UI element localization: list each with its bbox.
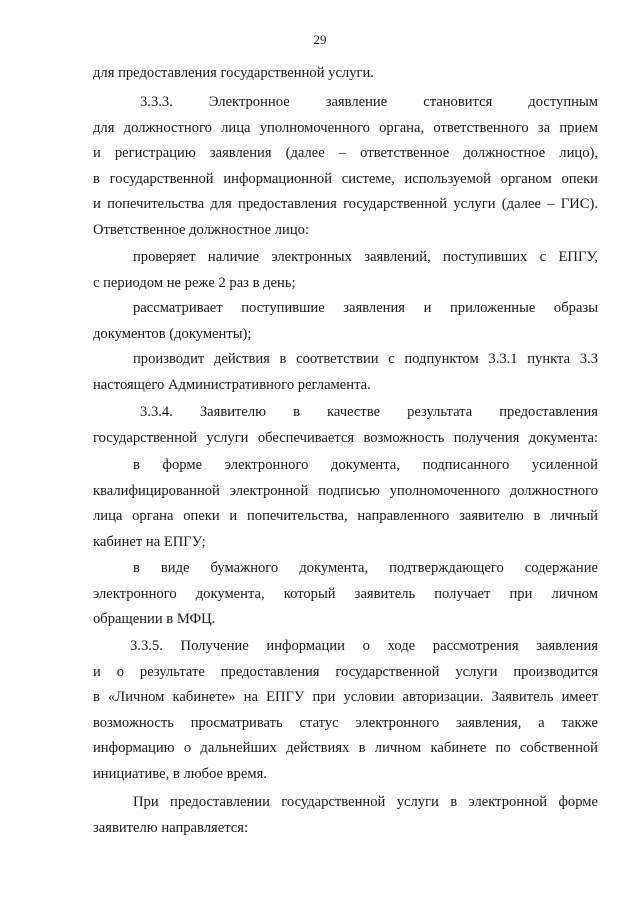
text-line: инициативе, в любое время. xyxy=(93,765,267,782)
text-line: кабинет на ЕПГУ; xyxy=(93,533,206,550)
text-line: 3.3.3. Электронное заявление становится доступным xyxy=(140,94,598,110)
page-number: 29 xyxy=(313,32,327,47)
paragraph-3-3-4 xyxy=(93,400,598,451)
text-line: лица органа опеки и попечительства, направленного заявителю в личный xyxy=(93,508,598,525)
text-line: и регистрацию заявления (далее – ответственное должностное лицо), xyxy=(93,145,598,162)
text-line: и о результате предоставления государственной услуги производится xyxy=(93,663,598,680)
text-line: документов (документы); xyxy=(93,325,252,342)
text-line: рассматривает поступившие заявления и приложенные образы xyxy=(133,300,598,316)
paragraph-electronic-document xyxy=(93,453,598,555)
paragraph-electronic-form xyxy=(93,790,598,841)
text-line: с периодом не реже 2 раз в день; xyxy=(93,274,296,291)
text-line: возможность просматривать статус электронного заявления, а также xyxy=(93,714,598,731)
text-line: для должностного лица уполномоченного органа, ответственного за прием xyxy=(93,119,598,136)
text-line: информацию о дальнейших действиях в личном кабинете по собственной xyxy=(93,740,598,757)
text-line: электронного документа, который заявитель получает при личном xyxy=(93,585,598,602)
text-line: квалифицированной электронной подписью уполномоченного должностного xyxy=(93,482,598,499)
text-line: Ответственное должностное лицо: xyxy=(93,221,309,238)
text-line: настоящего Административного регламента. xyxy=(93,376,371,393)
paragraph-3-3-3 xyxy=(93,90,598,244)
text-line: заявителю направляется: xyxy=(93,819,248,836)
text-line: в государственной информационной системе, используемой органом опеки xyxy=(93,170,598,187)
text-line: в виде бумажного документа, подтверждающего содержание xyxy=(133,560,598,576)
text-line: в «Личном кабинете» на ЕПГУ при условии авторизации. Заявитель имеет xyxy=(93,689,598,706)
paragraph-0 xyxy=(93,61,598,87)
text-line: обращении в МФЦ. xyxy=(93,611,216,628)
text-line: в форме электронного документа, подписанного усиленной xyxy=(133,457,598,473)
text-line: и попечительства для предоставления государственной услуги (далее – ГИС). xyxy=(93,196,598,213)
paragraph-actions xyxy=(93,347,598,398)
paragraph-paper-document xyxy=(93,556,598,633)
text-line: проверяет наличие электронных заявлений, поступивших с ЕПГУ, xyxy=(133,249,598,265)
text-line: государственной услуги обеспечивается возможность получения документа: xyxy=(93,429,598,446)
paragraph-checks xyxy=(93,245,598,296)
text-line: производит действия в соответствии с подпунктом 3.3.1 пункта 3.3 xyxy=(133,351,598,367)
text-line: При предоставлении государственной услуги в электронной форме xyxy=(133,794,598,810)
text-line: 3.3.4. Заявителю в качестве результата предоставления xyxy=(140,404,598,420)
paragraph-reviews xyxy=(93,296,598,347)
paragraph-3-3-5 xyxy=(93,634,598,788)
text-line: для предоставления государственной услуги. xyxy=(93,65,374,81)
text-line: 3.3.5. Получение информации о ходе рассмотрения заявления xyxy=(130,638,598,654)
